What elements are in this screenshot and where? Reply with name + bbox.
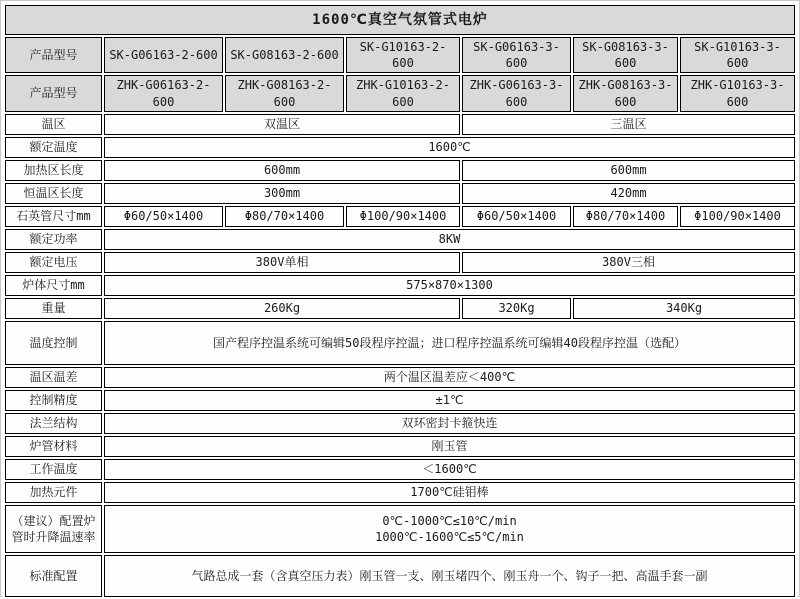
spec-value-cell: Φ60/50×1400 (462, 206, 571, 227)
spec-value-cell: Φ60/50×1400 (104, 206, 223, 227)
table-row (5, 482, 795, 503)
spec-value-cell: ＜1600℃ (104, 459, 795, 480)
row-label: 加热区长度 (5, 160, 102, 181)
spec-value-cell: 双温区 (104, 114, 460, 135)
model-cell: SK-G06163-3-600 (462, 37, 571, 73)
page-title: 1600℃真空气氛管式电炉 (5, 5, 795, 35)
table-row (5, 206, 795, 227)
table-row (5, 75, 795, 111)
model-cell: SK-G08163-3-600 (573, 37, 678, 73)
spec-value-cell: 8KW (104, 229, 795, 250)
spec-value-cell: 600mm (104, 160, 460, 181)
model-cell: ZHK-G08163-3-600 (573, 75, 678, 111)
spec-value-cell: ±1℃ (104, 390, 795, 411)
table-row (5, 37, 795, 73)
table-row (5, 160, 795, 181)
spec-value-cell: Φ100/90×1400 (346, 206, 460, 227)
row-label: 加热元件 (5, 482, 102, 503)
table-row (5, 321, 795, 365)
row-label: 温区 (5, 114, 102, 135)
model-cell: SK-G08163-2-600 (225, 37, 344, 73)
row-label: 控制精度 (5, 390, 102, 411)
spec-value-cell: 380V单相 (104, 252, 460, 273)
row-label: 石英管尺寸mm (5, 206, 102, 227)
row-label: 工作温度 (5, 459, 102, 480)
spec-value-cell: 双环密封卡箍快连 (104, 413, 795, 434)
model-cell: SK-G06163-2-600 (104, 37, 223, 73)
row-label: 温度控制 (5, 321, 102, 365)
table-row (5, 137, 795, 158)
table-row (5, 390, 795, 411)
spec-value-cell: 1700℃硅钼棒 (104, 482, 795, 503)
spec-value-cell: 三温区 (462, 114, 795, 135)
spec-value-cell: 420mm (462, 183, 795, 204)
spec-value-cell: Φ100/90×1400 (680, 206, 795, 227)
row-label: 炉体尺寸mm (5, 275, 102, 296)
table-row (5, 114, 795, 135)
row-label: 额定电压 (5, 252, 102, 273)
spec-value-cell (104, 505, 795, 553)
row-label: 法兰结构 (5, 413, 102, 434)
spec-table (3, 3, 797, 599)
spec-value-cell: 600mm (462, 160, 795, 181)
spec-value-cell: 两个温区温差应＜400℃ (104, 367, 795, 388)
spec-value-cell: Φ80/70×1400 (573, 206, 678, 227)
model-cell: ZHK-G10163-2-600 (346, 75, 460, 111)
spec-value-cell: 刚玉管 (104, 436, 795, 457)
spec-value-cell: 国产程序控温系统可编辑50段程序控温；进口程序控温系统可编辑40段程序控温（选配） (104, 321, 795, 365)
spec-value-cell: 340Kg (573, 298, 795, 319)
model-cell: SK-G10163-3-600 (680, 37, 795, 73)
spec-value-cell: 气路总成一套（含真空压力表）刚玉管一支、刚玉堵四个、刚玉舟一个、钩子一把、高温手套一副 (104, 555, 795, 597)
table-row (5, 5, 795, 35)
table-row (5, 229, 795, 250)
row-label: 重量 (5, 298, 102, 319)
table-row (5, 505, 795, 553)
row-label: 标准配置 (5, 555, 102, 597)
spec-value-cell: Φ80/70×1400 (225, 206, 344, 227)
spec-value-cell: 260Kg (104, 298, 460, 319)
spec-value-cell: 380V三相 (462, 252, 795, 273)
model-cell: SK-G10163-2-600 (346, 37, 460, 73)
row-label: 产品型号 (5, 37, 102, 73)
row-label: 恒温区长度 (5, 183, 102, 204)
row-label: 炉管材料 (5, 436, 102, 457)
spec-value-cell: 320Kg (462, 298, 571, 319)
row-label: （建议）配置炉管时升降温速率 (5, 505, 102, 553)
table-row (5, 413, 795, 434)
row-label: 额定温度 (5, 137, 102, 158)
row-label: 额定功率 (5, 229, 102, 250)
table-row (5, 275, 795, 296)
table-row (5, 555, 795, 597)
table-row (5, 436, 795, 457)
table-row (5, 367, 795, 388)
model-cell: ZHK-G08163-2-600 (225, 75, 344, 111)
table-row (5, 459, 795, 480)
rate-line: 0℃-1000℃≤10℃/min (382, 513, 517, 528)
row-label: 产品型号 (5, 75, 102, 111)
row-label: 温区温差 (5, 367, 102, 388)
spec-value-cell: 300mm (104, 183, 460, 204)
model-cell: ZHK-G06163-3-600 (462, 75, 571, 111)
model-cell: ZHK-G10163-3-600 (680, 75, 795, 111)
spec-value-cell: 575×870×1300 (104, 275, 795, 296)
spec-value-cell: 1600℃ (104, 137, 795, 158)
table-row (5, 183, 795, 204)
table-row (5, 252, 795, 273)
model-cell: ZHK-G06163-2-600 (104, 75, 223, 111)
table-row (5, 298, 795, 319)
rate-line: 1000℃-1600℃≤5℃/min (375, 529, 524, 544)
